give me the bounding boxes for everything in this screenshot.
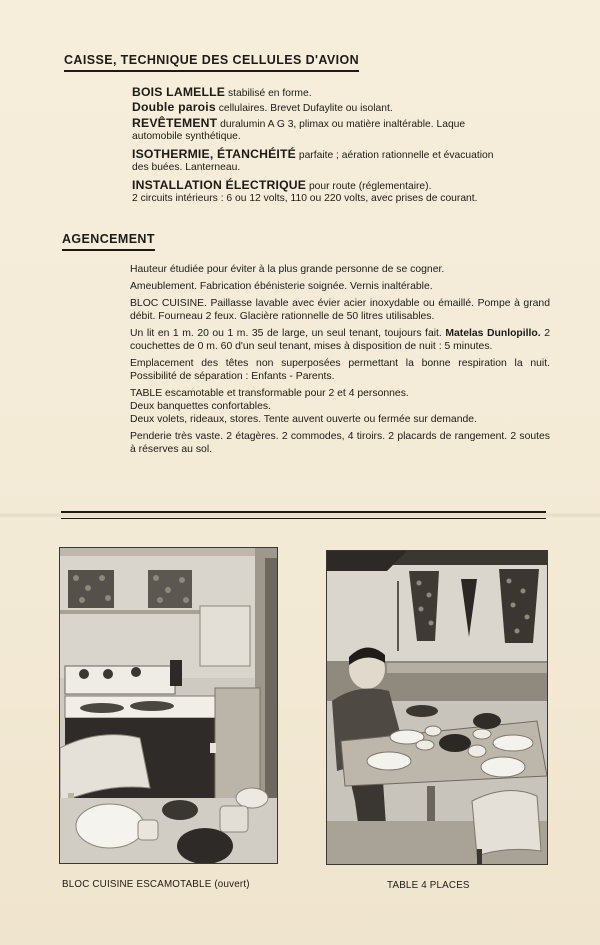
spec-text: cellulaires. Brevet Dufaylite ou isolant. [215,103,393,114]
section-title-text: AGENCEMENT [62,232,155,246]
spec-lead: REVÊTEMENT [132,116,218,130]
agencement-list [130,264,550,461]
spec-text: duralumin A G 3, plimax ou matière inaltérable. Laque [217,119,466,130]
section-title-caisse [64,53,359,72]
spec-lead: INSTALLATION ÉLECTRIQUE [132,178,307,192]
agencement-item: Ameublement. Fabrication ébénisterie soignée. Vernis inaltérable. [130,281,433,293]
spec-text: stabilisé en forme. [225,88,312,99]
spec-lead: Double parois [132,100,216,114]
spec-list [132,86,557,210]
table-photo [327,551,547,864]
spec-text-continued: 2 circuits intérieurs : 6 ou 12 volts, 110 ou 220 volts, avec prises de courant. [132,193,478,204]
title-underline [64,70,359,72]
spec-text: pour route (réglementaire). [306,181,432,192]
agencement-item-bed [130,328,550,353]
kitchen-photo [60,548,277,863]
spec-lead: ISOTHERMIE, ÉTANCHÉITÉ [132,147,296,161]
bed-mattress: Matelas Dunlopillo. [445,328,541,340]
table-caption: TABLE 4 PLACES [387,880,470,891]
spec-item [132,101,557,115]
spec-item [132,117,557,143]
spec-text-continued: des buées. Lanterneau. [132,162,241,173]
section-title-text: CAISSE, TECHNIQUE DES CELLULES D'AVION [64,53,360,67]
spec-item [132,148,557,174]
agencement-item: TABLE escamotable et transformable pour 2 et 4 personnes. [130,387,409,399]
section-title-agencement [62,232,155,251]
agencement-item: Deux banquettes confortables. [130,400,271,412]
double-rule-divider [61,511,546,519]
kitchen-caption: BLOC CUISINE ESCAMOTABLE (ouvert) [62,879,250,890]
spec-item [132,179,557,205]
spec-text-continued: automobile synthétique. [132,131,241,142]
spec-item [132,86,557,100]
agencement-item: BLOC CUISINE. Paillasse lavable avec évier acier inoxydable ou émaillé. Pompe à grand débit. Fourneau 2 feux. Glacière rationnelle de 50 litres utilisables. [130,298,550,322]
agencement-item: Emplacement des têtes non superposées permettant la bonne respiration la nuit. Possibilité de séparation : Enfants - Parents. [130,357,550,382]
agencement-item: Hauteur étudiée pour éviter à la plus grande personne de se cogner. [130,264,445,275]
agencement-item: Deux volets, rideaux, stores. Tente auvent ouverte ou fermée sur demande. [130,413,477,425]
agencement-item: Penderie très vaste. 2 étagères. 2 commodes, 4 tiroirs. 2 placards de rangement. 2 soutes à réserves au sol. [130,431,550,455]
bed-text: Un lit en 1 m. 20 ou 1 m. 35 de large, un seul tenant, toujours fait. [130,328,446,340]
spec-text: parfaite ; aération rationnelle et évacuation [295,150,494,161]
title-underline [62,249,155,251]
spec-lead: BOIS LAMELLE [132,85,226,99]
bed-text-continued: 2 couchettes de 0 m. 60 d'un seul tenant, mises à disposition de nuit : 5 minutes. [130,328,550,352]
